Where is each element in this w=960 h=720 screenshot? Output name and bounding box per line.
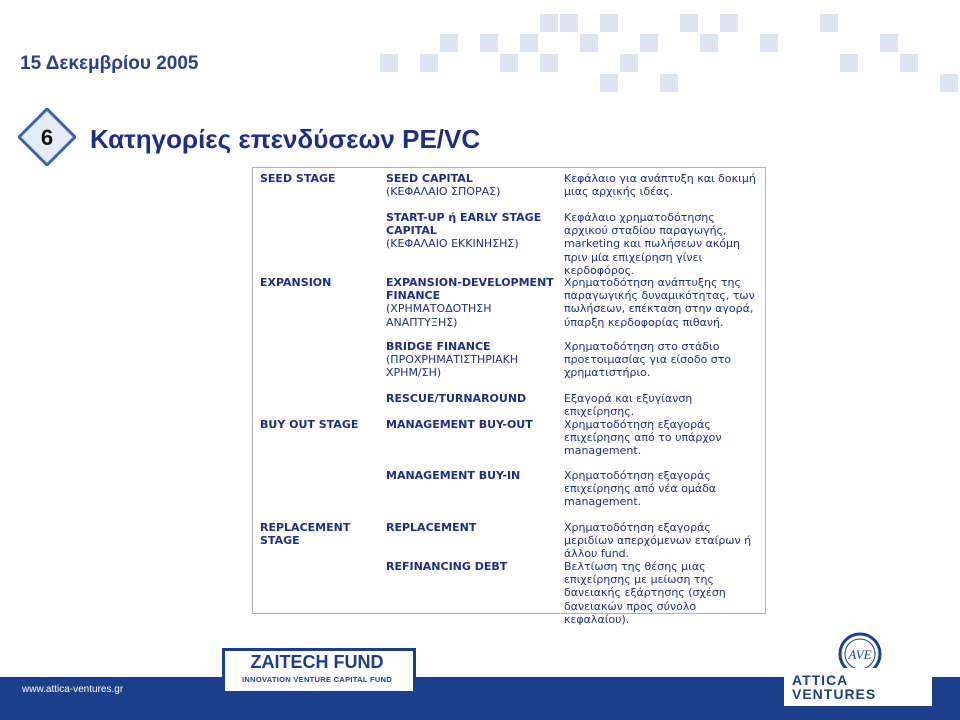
table-cell-category bbox=[386, 211, 554, 251]
table-cell-description: Χρηματοδότηση στο στάδιο προετοιμασίας για είσοδο στο χρηματιστήριο. bbox=[564, 340, 732, 380]
category-greek-name: (ΚΕΦΑΛΑΙΟ ΕΚΚΙΝΗΣΗΣ) bbox=[386, 237, 519, 251]
table-cell-stage: BUY OUT STAGE bbox=[260, 418, 359, 431]
zaitech-logo-tagline: INNOVATION VENTURE CAPITAL FUND bbox=[242, 675, 392, 684]
table-cell-description: Κεφάλαιο για ανάπτυξη και δοκιμή μιας αρχικής ιδέας. bbox=[564, 172, 756, 199]
zaitech-logo-name: ZAITECH FUND bbox=[250, 652, 384, 672]
category-greek-name: (ΠΡΟΧΡΗΜΑΤΙΣΤΗΡΙΑΚΗ ΧΡΗΜ/ΣΗ) bbox=[386, 353, 519, 380]
category-greek-name: (ΧΡΗΜΑΤΟΔΟΤΗΣΗ ΑΝΑΠΤΥΞΗΣ) bbox=[386, 302, 492, 329]
table-cell-description: Εξαγορά και εξυγίανση επιχείρησης. bbox=[564, 392, 693, 419]
presentation-date: 15 Δεκεμβρίου 2005 bbox=[20, 53, 199, 74]
attica-logo-line1: ATTICA bbox=[792, 672, 849, 688]
category-name: RESCUE/TURNAROUND bbox=[386, 392, 527, 405]
table-cell-stage: EXPANSION bbox=[260, 276, 332, 289]
category-name: BRIDGE FINANCE bbox=[386, 340, 491, 353]
slide-number: 6 bbox=[40, 125, 54, 150]
slide-number-badge bbox=[18, 108, 76, 166]
table-cell-category bbox=[386, 560, 554, 573]
table-cell-category bbox=[386, 392, 554, 405]
table-cell-category bbox=[386, 418, 554, 431]
slide-title: Κατηγορίες επενδύσεων PE/VC bbox=[90, 124, 481, 154]
table-cell-category bbox=[386, 276, 554, 329]
table-cell-category bbox=[386, 469, 554, 482]
table-cell-category bbox=[386, 172, 554, 198]
table-cell-description: Κεφάλαιο χρηματοδότησης αρχικού σταδίου παραγωγής, marketing και πωλήσεων ακόμη πριν μία επιχείρηση γίνει κερδοφόρος. bbox=[564, 211, 741, 277]
attica-logo-line2: VENTURES bbox=[792, 686, 877, 702]
category-name: REFINANCING DEBT bbox=[386, 560, 508, 573]
table-cell-description: Χρηματοδότηση εξαγοράς επιχείρησης από νέα ομάδα management. bbox=[564, 469, 717, 509]
table-cell-category bbox=[386, 340, 554, 380]
category-name: REPLACEMENT bbox=[386, 521, 477, 534]
table-cell-stage: SEED STAGE bbox=[260, 172, 336, 185]
table-cell-description: Χρηματοδότηση ανάπτυξης της παραγωγικής δυναμικότητας, των πωλήσεων, επέκταση στην αγορά, ύπαρξη κερδοφορίας πιθανή. bbox=[564, 276, 755, 329]
category-name: EXPANSION-DEVELOPMENT FINANCE bbox=[386, 276, 554, 303]
category-name: MANAGEMENT BUY-OUT bbox=[386, 418, 533, 431]
table-cell-description: Βελτίωση της θέσης μιας επιχείρησης με μείωση της δανειακής εξάρτησης (σχέση δανειακών προς σύνολο κεφαλαίου). bbox=[564, 560, 726, 626]
category-name: SEED CAPITAL bbox=[386, 172, 473, 185]
table-cell-description: Χρηματοδότηση εξαγοράς μεριδίων απερχόμενων εταίρων ή άλλου fund. bbox=[564, 521, 752, 561]
category-greek-name: (ΚΕΦΑΛΑΙΟ ΣΠΟΡΑΣ) bbox=[386, 185, 501, 199]
category-name: MANAGEMENT BUY-IN bbox=[386, 469, 521, 482]
table-cell-stage: REPLACEMENT STAGE bbox=[260, 521, 351, 548]
website-link[interactable]: www.attica-ventures.gr bbox=[22, 684, 124, 695]
table-cell-description: Χρηματοδότηση εξαγοράς επιχείρησης από το υπάρχον management. bbox=[564, 418, 722, 458]
category-name: START-UP ή EARLY STAGE CAPITAL bbox=[386, 211, 542, 238]
svg-text:AVE: AVE bbox=[848, 647, 872, 662]
table-cell-category bbox=[386, 521, 554, 534]
